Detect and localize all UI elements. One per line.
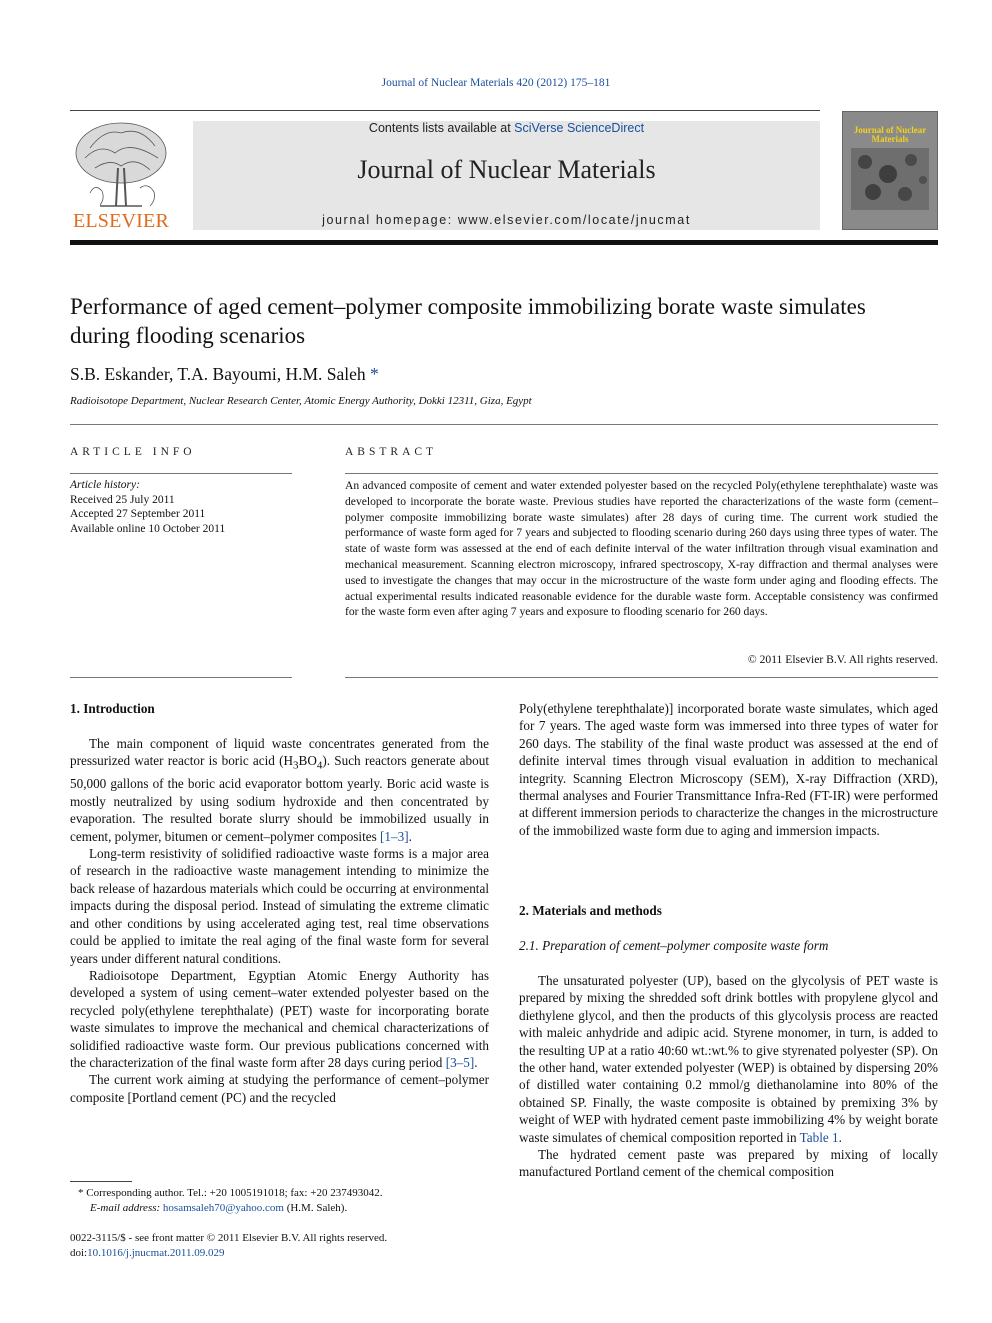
article-title: Performance of aged cement–polymer composite immobilizing borate waste simulates during flooding scenarios — [70, 294, 866, 348]
author-names: S.B. Eskander, T.A. Bayoumi, H.M. Saleh — [70, 364, 366, 384]
contents-line — [193, 121, 820, 135]
methods-paragraph-1: The unsaturated polyester (UP), based on the glycolysis of PET waste is prepared by mixing the shredded soft drink bottles with propylene glycol and diethylene glycol, and then the products of this glycolysis process are reacted with maleic anhydride and adipic acid. Styrene monomer, in turn, is added to the resulting UP at a ratio 40:60 wt.:wt.% to give styrenated polyester (SP). On the other hand, water extended polyester (WEP) is obtained by dispersing 20% of distilled water containing 0.2 mmol/g diethanolamine into 80% of the obtained SP. Finally, the waste composite is obtained by premixing 3% by weight of WEP with hydrated cement paste immobilizing 4% by weight borate waste simulates of chemical composition reported in Table 1. — [519, 973, 938, 1145]
abstract-text: An advanced composite of cement and water extended polyester based on the recycled Poly(ethylene terephthalate) waste was developed to incorporate the borate waste. Previous studies have reported the characterizations of the waste form (cement–polymer composite immobilizing borate waste simulates) after 28 days of curing time. The current work studied the performance of waste form aged for 7 years and subjected to flooding scenario during 260 days using three types of water. The state of waste form was assessed at the end of each definite interval of the water infiltration through visual examination and mechanical measurement. Scanning electron microscopy, infrared spectroscopy, X-ray diffraction and thermal analyses were used to investigate the changes that may occur in the microstructure of the waste form under aging and flooding effects. The actual experimental results indicated reasonable evidence for the durable waste form. Acceptable consistency was confirmed for the waste form even after aging 7 years and exposure to flooding scenario for 260 days. — [345, 479, 938, 619]
journal-citation[interactable]: Journal of Nuclear Materials 420 (2012) 175–181 — [381, 77, 611, 89]
corresponding-line: * Corresponding author. Tel.: +20 1005191018; fax: +20 237493042. — [78, 1187, 383, 1199]
doi-link[interactable]: 10.1016/j.jnucmat.2011.09.029 — [87, 1246, 225, 1259]
intro-paragraph-4: The current work aiming at studying the performance of cement–polymer composite [Portland cement (PC) and the recycled — [70, 1072, 489, 1105]
accepted-date: Accepted 27 September 2011 — [70, 508, 206, 520]
info-bottom-rule — [70, 677, 292, 678]
journal-homepage[interactable]: journal homepage: www.elsevier.com/locate/jnucmat — [322, 213, 691, 227]
contents-prefix: Contents lists available at — [368, 121, 515, 135]
intro-paragraph-3: Radioisotope Department, Egyptian Atomic Energy Authority has developed a system of using cement–water extended polyester based on the recycled poly(ethylene terephthalate) (PET) waste for incorporating borate waste simulates to improve the mechanical and chemical characterizations of solidified radioactive waste form. Our previous publications concerned with the characterization of the final waste form after 28 days curing period [3–5]. — [70, 967, 489, 1070]
email-owner: (H.M. Saleh). — [286, 1201, 348, 1214]
intro-paragraph-2: Long-term resistivity of solidified radioactive waste forms is a major area of research in the radioactive waste management intending to minimize the back release of hazardous materials which could be occurring at environmental impacts during the disposal period. Instead of simulating the extreme climatic and other conditions by using accelerated aging test, real time observations could be applied to imitate the real aging of the final waste form for several years under different natural conditions. — [70, 846, 489, 966]
abstract-rule — [345, 473, 938, 474]
cover-title: Journal of Nuclear Materials — [853, 125, 927, 144]
author-list — [70, 364, 379, 385]
abstract-heading: ABSTRACT — [345, 446, 438, 458]
table-1-link[interactable]: Table 1 — [799, 1129, 839, 1145]
ref-1-3-link[interactable]: [1–3] — [380, 828, 409, 844]
p1-subscript-2: 4 — [316, 760, 323, 773]
intro-paragraph-1: The main component of liquid waste concentrates generated from the pressurized water reactor is boric acid $(H_3BO_4)$. Such reactors generate about 50,000 gallons of the boric acid evaporator bottom yearly. Boric acid waste is mostly neutralized by using sodium hydroxide and then concentrated by evaporation. The resulted borate slurry should be immobilized usually in cement, polymer, bitumen or cement–polymer composites [1–3]. — [70, 736, 489, 844]
p1-subscript-1: 3 — [293, 760, 299, 773]
methods-paragraph-2: The hydrated cement paste was prepared by mixing of locally manufactured Portland cement of the chemical composition — [519, 1147, 938, 1180]
elsevier-wordmark: ELSEVIER — [72, 210, 170, 232]
email-line — [78, 1201, 498, 1216]
article-history — [70, 478, 225, 536]
title-rule — [70, 424, 938, 425]
corresponding-author-mark[interactable]: * — [370, 364, 379, 384]
corresponding-footnote — [78, 1186, 498, 1215]
history-label: Article history: — [70, 479, 140, 491]
info-rule — [70, 473, 292, 474]
issn-block — [70, 1231, 500, 1260]
left-column-body — [70, 735, 489, 1106]
corresponding-text: Corresponding author. Tel.: +20 1005191018; fax: +20 237493042. — [86, 1187, 383, 1199]
journal-cover-image — [842, 111, 938, 230]
right-column-top — [519, 700, 938, 839]
p5-text: The unsaturated polyester (UP), based on the glycolysis of PET waste is prepared by mixing the shredded soft drink bottles with propylene glycol and diethylene glycol, and then the products of this glycolysis process are reacted with maleic anhydride and adipic acid. Styrene monomer, in turn, is added to the resulting UP at a ratio 40:60 wt.:wt.% to give styrenated polyester (SP). On the other hand, water extended polyester (WEP) is obtained by dispersing 20% of distilled water containing 0.2 mmol/g diethanolamine into 80% of the obtained SP. Finally, the waste composite is obtained by premixing 3% by weight of WEP with hydrated cement paste immobilizing 4% by weight borate waste simulates of chemical composition reported in — [519, 973, 938, 1145]
p1-text-b: BO — [298, 753, 317, 769]
affiliation: Radioisotope Department, Nuclear Research Center, Atomic Energy Authority, Dokki 12311, Giza, Egypt — [70, 395, 532, 407]
header-rule — [70, 110, 820, 111]
online-date: Available online 10 October 2011 — [70, 522, 226, 535]
intro-paragraph-4-continued: Poly(ethylene terephthalate)] incorporated borate waste simulates, which aged for 7 years. The aged waste form was immersed into three types of water for 260 days. The stability of the final waste product was assessed at the end of definite interval times through visual evaluation in addition to mechanical integrity. Scanning Electron Microscopy (SEM), X-ray Diffraction (XRD), thermal analyses and Fourier Transmittance Infra-Red (FT-IR) were performed at different immersion periods to characterize the changes in the microstructure of the immobilized waste form due to aging and immersion impacts. — [519, 701, 938, 838]
doi-line — [70, 1246, 500, 1261]
right-column-body — [519, 972, 938, 1181]
abstract-bottom-rule — [345, 677, 938, 678]
journal-title: Journal of Nuclear Materials — [357, 155, 656, 184]
header-thick-rule — [70, 240, 938, 245]
article-info-heading: ARTICLE INFO — [70, 446, 196, 458]
email-label: E-mail address: — [90, 1201, 161, 1214]
footnote-rule — [70, 1181, 132, 1182]
p3-text: Radioisotope Department, Egyptian Atomic Energy Authority has developed a system of using cement–water extended polyester based on the recycled poly(ethylene terephthalate) (PET) waste for incorporating borate waste simulates to improve the mechanical and chemical characterizations of solidified radioactive waste form. Our previous publications concerned with the characterization of the final waste form after 28 days curing period — [70, 967, 489, 1070]
section-heading-introduction: 1. Introduction — [70, 701, 155, 716]
email-link[interactable]: hosamsaleh70@yahoo.com — [162, 1201, 284, 1214]
abstract-copyright: © 2011 Elsevier B.V. All rights reserved. — [747, 653, 938, 666]
issn-line: 0022-3115/$ - see front matter © 2011 Elsevier B.V. All rights reserved. — [70, 1232, 388, 1244]
sciencedirect-link[interactable]: SciVerse ScienceDirect — [514, 121, 645, 135]
ref-3-5-link[interactable]: [3–5] — [445, 1054, 475, 1070]
p1-text-c: ). Such reactors generate about 50,000 gallons of the boric acid evaporator bottom yearly. Boric acid waste is mostly neutralized by using sodium hydroxide and then concentrated by evaporation. The resulted borate slurry should be immobilized usually in cement, polymer, bitumen or cement–polymer composites — [70, 753, 489, 844]
subsection-heading-preparation: 2.1. Preparation of cement–polymer composite waste form — [519, 938, 829, 953]
p1-text-a: The main component of liquid waste concentrates generated from the pressurized water reactor is boric acid (H — [70, 736, 489, 769]
doi-label: doi: — [70, 1246, 88, 1259]
received-date: Received 25 July 2011 — [70, 493, 175, 506]
section-heading-materials: 2. Materials and methods — [519, 903, 662, 918]
